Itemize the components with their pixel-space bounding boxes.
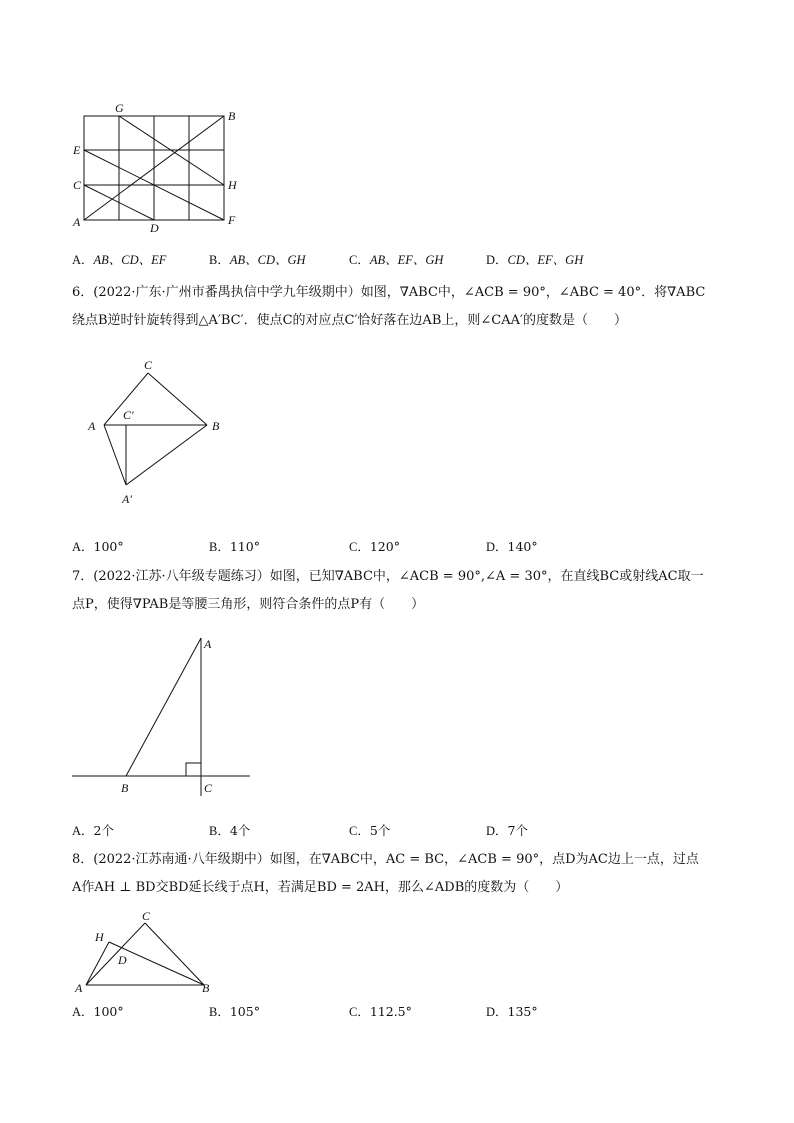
q8-text <box>72 846 732 902</box>
label-e: E <box>73 143 81 157</box>
label-g: G <box>115 101 124 115</box>
segment-cb <box>148 373 207 425</box>
label-h: H <box>228 178 237 192</box>
label-b: B <box>228 109 236 123</box>
q7-line2: 点P，使得∇PAB是等腰三角形，则符合条件的点P有（ ） <box>72 597 425 612</box>
q7-options <box>72 821 732 841</box>
q8-option-b[interactable]: B．105° <box>209 1004 260 1019</box>
q8-option-d[interactable]: D．135° <box>486 1004 538 1019</box>
label-b: B <box>212 419 220 433</box>
label-a: A <box>88 419 96 433</box>
q5-option-c[interactable]: C．AB、EF、GH <box>349 253 444 267</box>
q7-option-b[interactable]: B．4个 <box>209 823 251 838</box>
q5-option-b[interactable]: B．AB、CD、GH <box>209 253 306 267</box>
label-c: C <box>204 781 213 795</box>
q7-option-a[interactable]: A．2个 <box>72 823 114 838</box>
segment-cb <box>145 923 204 985</box>
right-angle-mark <box>186 763 201 776</box>
q5-option-a[interactable]: A．AB、CD、EF <box>72 253 167 267</box>
label-a: A <box>75 981 83 995</box>
q6-options <box>72 537 732 557</box>
q6-line2: 绕点B逆时针旋转得到△A′BC′．使点C的对应点C′恰好落在边AB上，则∠CAA′的度数是（ ） <box>72 313 627 328</box>
q6-option-b[interactable]: B．110° <box>209 539 260 554</box>
q5-grid-figure <box>70 100 250 235</box>
segment-ah <box>86 942 109 985</box>
q7-text <box>72 563 732 619</box>
label-d: D <box>150 221 159 235</box>
label-c: C <box>144 358 153 372</box>
label-c: C <box>142 909 151 923</box>
segment-b-ap <box>126 425 207 485</box>
segment-ab <box>126 638 201 776</box>
q6-line1: 6．(2022·广东·广州市番禺执信中学九年级期中）如图，∇ABC中，∠ACB = 90°，∠ABC = 40°．将∇ABC <box>72 285 706 300</box>
label-a: A <box>73 215 81 229</box>
q8-line1: 8．(2022·江苏南通·八年级期中）如图，在∇ABC中，AC = BC，∠ACB = 90°，点D为AC边上一点，过点 <box>72 852 699 867</box>
q8-triangle-figure <box>72 910 222 995</box>
label-h: H <box>95 930 104 944</box>
label-a: A <box>204 637 212 651</box>
q6-text <box>72 279 732 335</box>
q7-triangle-figure <box>72 632 262 807</box>
q5-options <box>72 250 732 270</box>
label-c-prime: C′ <box>123 408 134 422</box>
q8-options <box>72 1002 732 1022</box>
label-f: F <box>228 213 236 227</box>
q8-line2: A作AH ⊥ BD交BD延长线于点H，若满足BD = 2AH，那么∠ADB的度数为（ ） <box>72 880 569 895</box>
q7-line1: 7．(2022·江苏·八年级专题练习）如图，已知∇ABC中，∠ACB = 90°,∠A = 30°，在直线BC或射线AC取一 <box>72 569 704 584</box>
q8-option-c[interactable]: C．112.5° <box>349 1004 412 1019</box>
q7-option-c[interactable]: C．5个 <box>349 823 391 838</box>
label-a-prime: A′ <box>122 492 132 506</box>
label-b: B <box>121 781 129 795</box>
q6-option-c[interactable]: C．120° <box>349 539 400 554</box>
segment-a-ap <box>104 425 126 485</box>
q5-option-d[interactable]: D．CD、EF、GH <box>486 253 584 267</box>
q6-option-d[interactable]: D．140° <box>486 539 538 554</box>
q6-option-a[interactable]: A．100° <box>72 539 124 554</box>
label-d: D <box>118 953 127 967</box>
q7-option-d[interactable]: D．7个 <box>486 823 528 838</box>
q8-option-a[interactable]: A．100° <box>72 1004 124 1019</box>
q6-triangle-figure <box>86 355 236 515</box>
label-c: C <box>73 178 82 192</box>
label-b: B <box>202 981 210 995</box>
